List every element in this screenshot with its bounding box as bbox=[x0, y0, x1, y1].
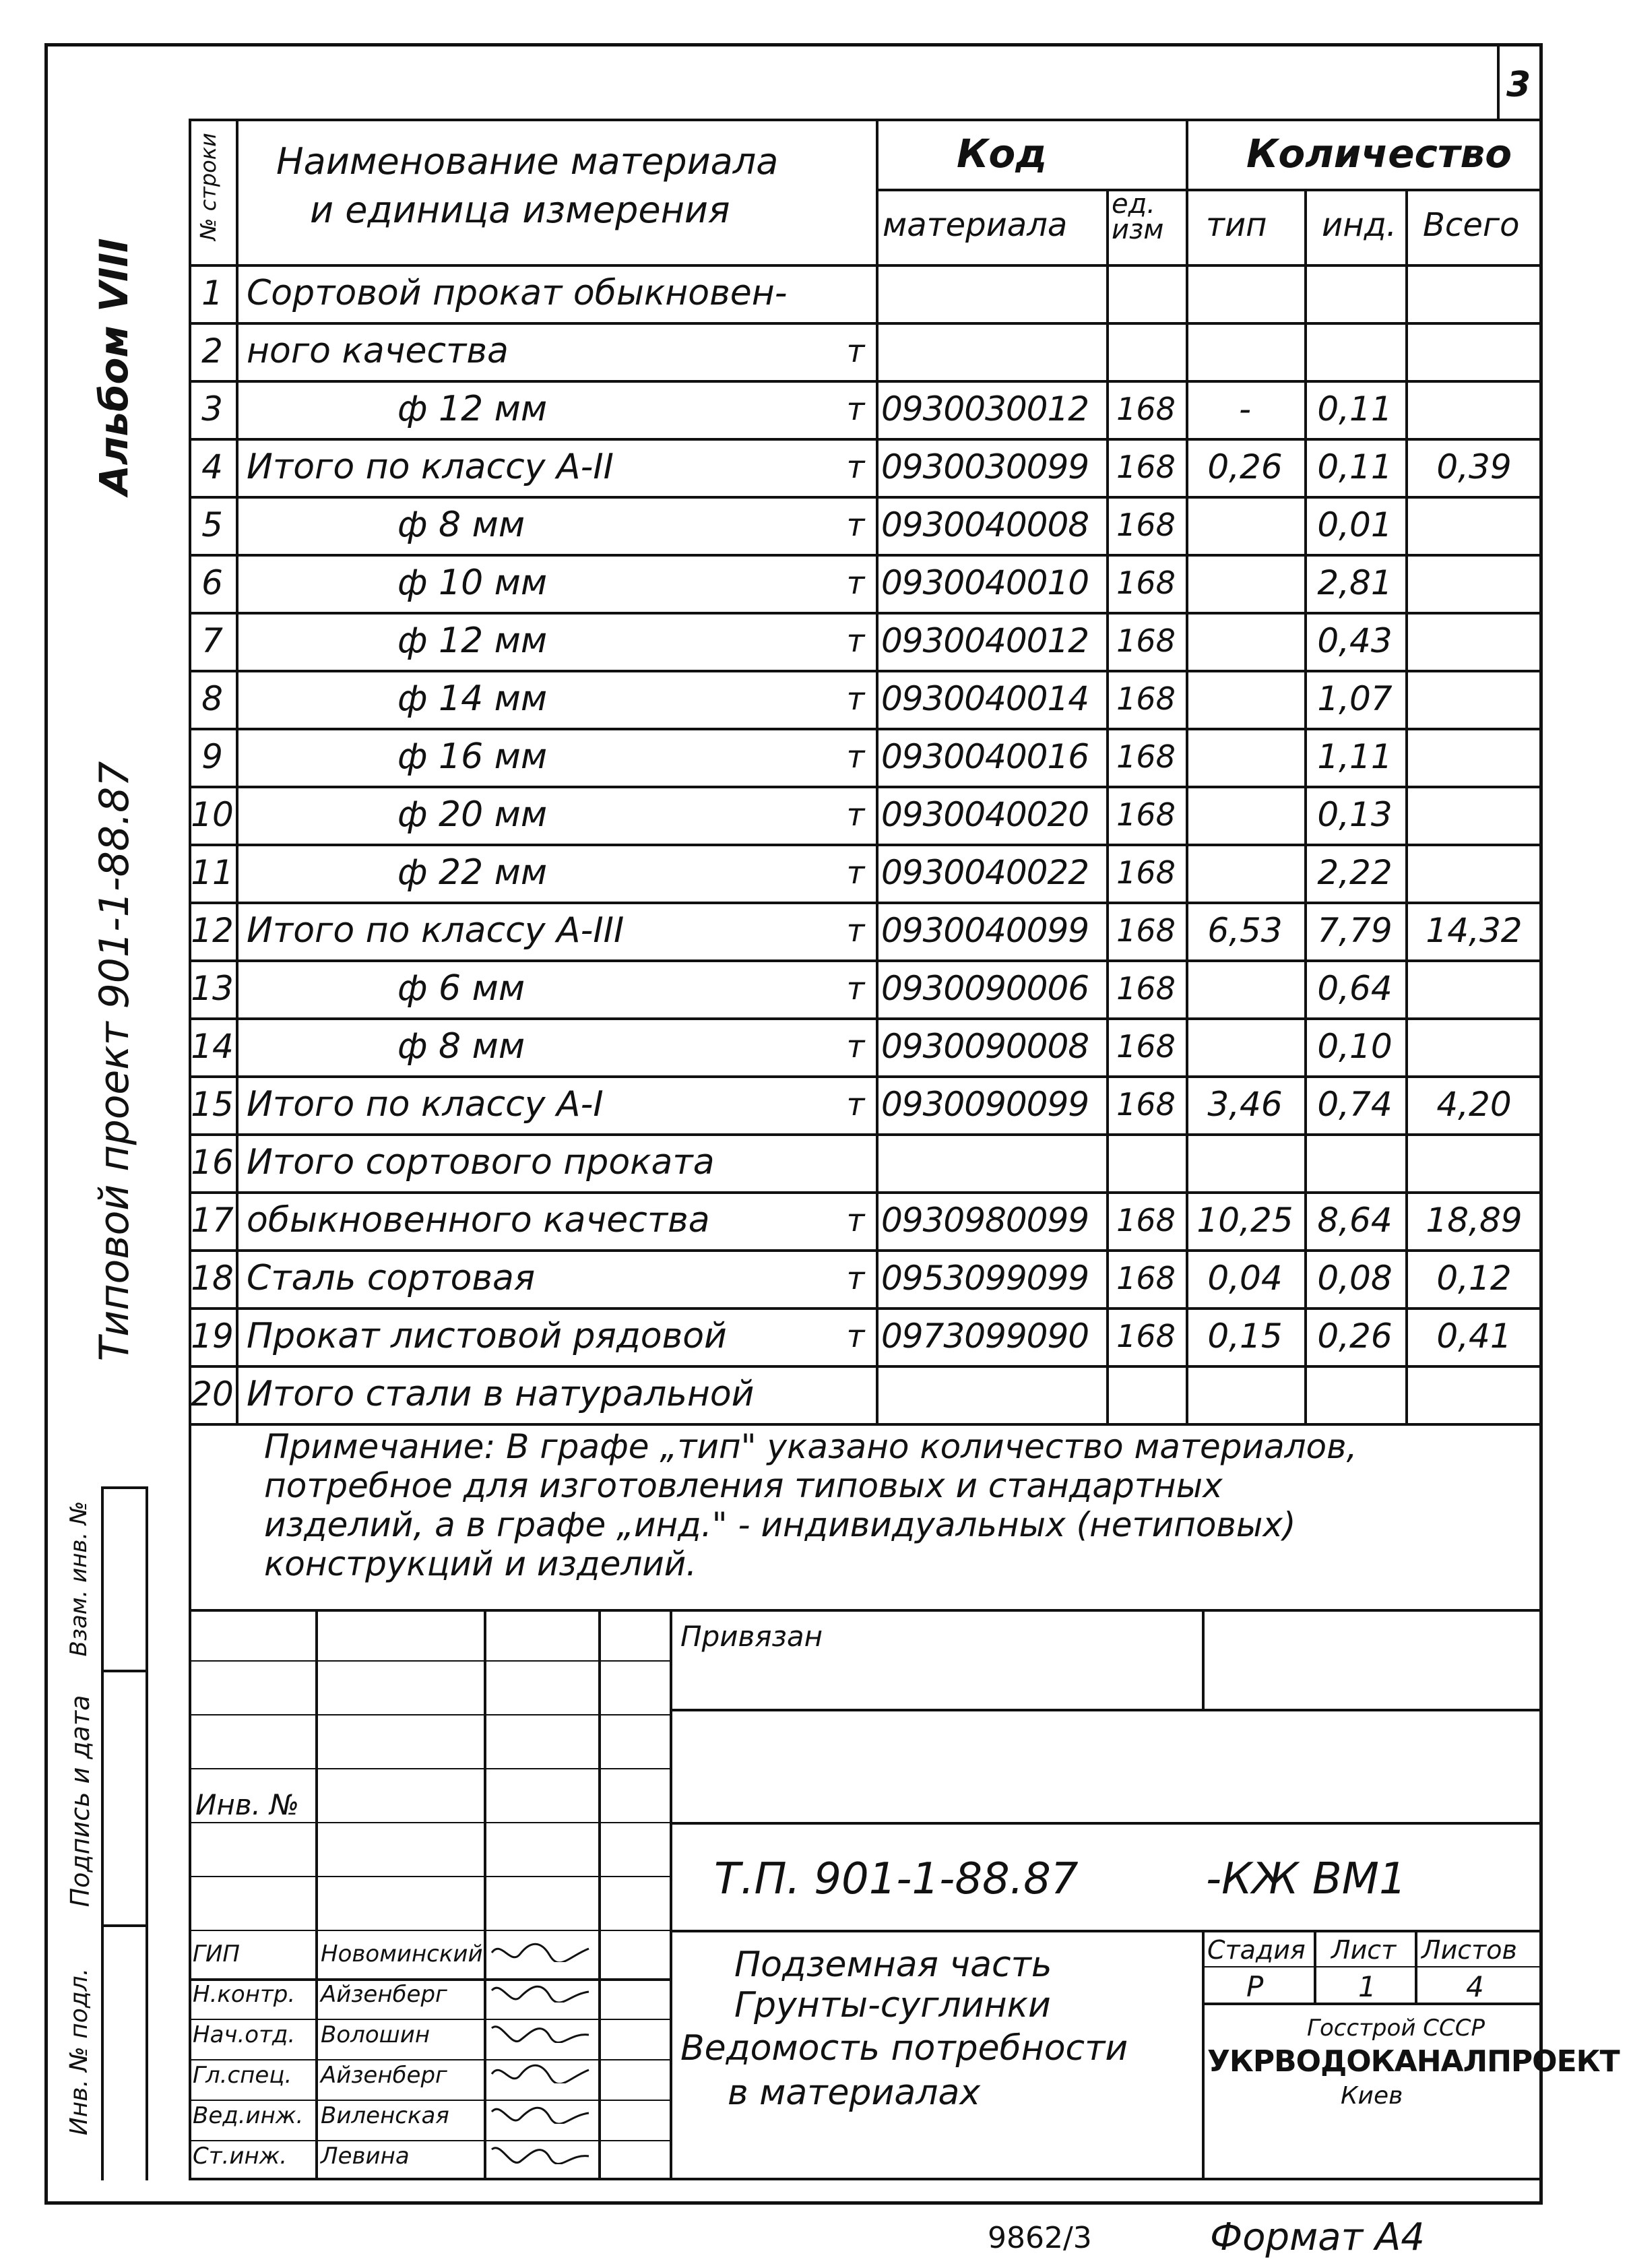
doc-suffix: -КЖ ВМ1 bbox=[1206, 1854, 1407, 1904]
row-qty-typ bbox=[1186, 1017, 1304, 1075]
row-code: 0930090006 bbox=[881, 969, 1089, 1008]
row-code: 0930040022 bbox=[881, 853, 1089, 892]
row-qty-typ bbox=[1186, 844, 1304, 902]
handwritten-signature bbox=[488, 2097, 596, 2124]
signatory-name: Айзенберг bbox=[321, 1981, 447, 2008]
row-name: Итого стали в натуральной bbox=[247, 1374, 755, 1414]
handwritten-signature bbox=[488, 2016, 596, 2043]
row-name: ф 16 мм bbox=[397, 736, 548, 777]
signatory-name: Левина bbox=[321, 2143, 410, 2170]
row-qty-ind: 0,74 bbox=[1317, 1085, 1393, 1124]
row-qty-ind: 1,11 bbox=[1317, 737, 1393, 776]
row-code: 0953099099 bbox=[881, 1259, 1089, 1298]
row-unit-t: т bbox=[846, 854, 865, 891]
row-qty-typ: 6,53 bbox=[1207, 911, 1283, 950]
header-qty-total: Всего bbox=[1423, 206, 1520, 244]
tb-stage-row-1 bbox=[1202, 1966, 1543, 1967]
row-unit-t: т bbox=[846, 681, 865, 717]
sheet-value: 1 bbox=[1358, 1970, 1376, 2003]
stage-label: Стадия bbox=[1207, 1935, 1306, 1965]
sheet-label: Лист bbox=[1331, 1935, 1397, 1965]
left-strip-top bbox=[101, 1486, 148, 1489]
left-strip-outer bbox=[101, 1486, 104, 2180]
row-qty-total bbox=[1405, 554, 1543, 612]
row-unit-code: 168 bbox=[1116, 1202, 1176, 1238]
row-number: 10 bbox=[191, 795, 234, 834]
row-qty-ind: 0,11 bbox=[1317, 447, 1393, 486]
tb-privyazan-bottom bbox=[670, 1709, 1543, 1711]
row-qty-typ bbox=[1186, 264, 1304, 322]
row-unit-t: т bbox=[846, 1028, 865, 1065]
title-line-3: Ведомость потребности bbox=[680, 2028, 1128, 2069]
row-unit-t bbox=[835, 264, 876, 322]
stage-value: Р bbox=[1246, 1970, 1264, 2003]
signatory-name: Виленская bbox=[321, 2102, 449, 2129]
row-name: ф 14 мм bbox=[397, 679, 548, 719]
row-qty-typ: 0,26 bbox=[1207, 447, 1283, 486]
row-qty-ind: 0,43 bbox=[1317, 621, 1393, 660]
row-unit-t: т bbox=[846, 1202, 865, 1238]
row-name: Прокат листовой рядовой bbox=[247, 1316, 727, 1356]
row-qty-ind: 2,81 bbox=[1317, 563, 1393, 602]
tb-row-3 bbox=[189, 1768, 670, 1769]
archive-number: 9862/3 bbox=[988, 2221, 1092, 2255]
row-number: 9 bbox=[201, 737, 223, 776]
row-number: 2 bbox=[201, 332, 223, 371]
row-unit-code: 168 bbox=[1116, 1260, 1176, 1296]
row-number: 17 bbox=[191, 1201, 234, 1240]
inv-podl-label: Инв. № подл. bbox=[65, 1967, 93, 2136]
row-name: Итого по классу А-II bbox=[247, 447, 614, 487]
row-unit-code: 168 bbox=[1116, 623, 1176, 659]
row-code: 0930040099 bbox=[881, 911, 1089, 950]
row-qty-typ bbox=[1186, 1133, 1304, 1191]
signatory-name: Волошин bbox=[321, 2021, 430, 2048]
row-code: 0930090099 bbox=[881, 1085, 1089, 1124]
row-qty-ind: 7,79 bbox=[1317, 911, 1393, 950]
row-unit-code: 168 bbox=[1116, 1318, 1176, 1354]
row-number: 3 bbox=[201, 389, 223, 429]
row-name: ного качества bbox=[247, 331, 509, 371]
row-number: 16 bbox=[191, 1143, 234, 1182]
row-unit-t: т bbox=[846, 1318, 865, 1354]
vzam-inv-label: Взам. инв. № bbox=[65, 1501, 92, 1657]
row-name: ф 6 мм bbox=[397, 968, 525, 1009]
row-qty-ind: 0,08 bbox=[1317, 1259, 1393, 1298]
row-unit-t bbox=[835, 1133, 876, 1191]
note-line-2: потребное для изготовления типовых и стандартных bbox=[264, 1466, 1223, 1505]
signatory-role: Н.контр. bbox=[193, 1981, 296, 2008]
row-code: 0930980099 bbox=[881, 1201, 1089, 1240]
row-qty-ind: 0,10 bbox=[1317, 1027, 1393, 1066]
tb-row-10 bbox=[189, 2100, 670, 2101]
row-code: 0973099090 bbox=[881, 1317, 1089, 1356]
album-label: Альбом VIII bbox=[91, 238, 137, 495]
row-name: ф 12 мм bbox=[397, 621, 548, 661]
row-unit-code bbox=[1106, 322, 1186, 380]
row-unit-t: т bbox=[846, 912, 865, 949]
row-number: 19 bbox=[191, 1317, 234, 1356]
row-qty-total bbox=[1405, 959, 1543, 1017]
row-qty-typ bbox=[1186, 1365, 1304, 1423]
handwritten-signature bbox=[488, 1935, 596, 1962]
handwritten-signature bbox=[488, 2137, 596, 2164]
row-qty-ind bbox=[1304, 264, 1405, 322]
inv-no-label: Инв. № bbox=[195, 1788, 300, 1821]
header-qty-ind: инд. bbox=[1322, 206, 1397, 244]
row-qty-typ bbox=[1186, 496, 1304, 554]
row-qty-typ: - bbox=[1238, 389, 1252, 429]
row-unit-code: 168 bbox=[1116, 507, 1176, 543]
row-number: 12 bbox=[191, 911, 234, 950]
row-code bbox=[876, 322, 1106, 380]
tb-code-bottom bbox=[670, 1930, 1543, 1932]
org-line-3: Киев bbox=[1341, 2082, 1403, 2110]
row-qty-total bbox=[1405, 1365, 1543, 1423]
tb-privyazan-split bbox=[1202, 1609, 1205, 1710]
row-number: 1 bbox=[201, 274, 223, 313]
tb-row-6 bbox=[189, 1930, 670, 1931]
row-qty-total: 18,89 bbox=[1426, 1201, 1523, 1240]
header-qty-group: Количество bbox=[1246, 131, 1512, 177]
row-unit-code: 168 bbox=[1116, 565, 1176, 601]
signatory-name: Айзенберг bbox=[321, 2062, 447, 2089]
row-code: 0930090008 bbox=[881, 1027, 1089, 1066]
row-qty-ind: 8,64 bbox=[1317, 1201, 1393, 1240]
row-unit-t bbox=[835, 1365, 876, 1423]
row-qty-typ: 10,25 bbox=[1196, 1201, 1293, 1240]
header-code-material: материала bbox=[883, 206, 1068, 244]
handwritten-signature bbox=[488, 1976, 596, 2003]
row-code bbox=[876, 1365, 1106, 1423]
signatory-role: Ст.инж. bbox=[193, 2143, 288, 2170]
row-unit-t: т bbox=[846, 507, 865, 543]
row-number: 4 bbox=[201, 447, 223, 486]
row-qty-total bbox=[1405, 264, 1543, 322]
row-unit-code: 168 bbox=[1116, 912, 1176, 949]
signatory-role: Гл.спец. bbox=[193, 2062, 292, 2089]
row-unit-code: 168 bbox=[1116, 681, 1176, 717]
note-line-4: конструкций и изделий. bbox=[264, 1544, 697, 1583]
table-bottom-line bbox=[189, 1423, 1543, 1426]
row-qty-total: 0,41 bbox=[1436, 1317, 1512, 1356]
row-qty-typ bbox=[1186, 959, 1304, 1017]
row-name: ф 8 мм bbox=[397, 505, 525, 545]
row-unit-t: т bbox=[846, 623, 865, 659]
signatory-role: Нач.отд. bbox=[193, 2021, 296, 2048]
row-number: 18 bbox=[191, 1259, 234, 1298]
header-code-unit: ед. изм bbox=[1112, 189, 1164, 245]
row-unit-t: т bbox=[846, 796, 865, 833]
left-strip-div1 bbox=[101, 1670, 148, 1672]
row-number: 7 bbox=[201, 621, 223, 660]
tb-left bbox=[189, 1609, 191, 2179]
tb-bottom bbox=[189, 2178, 1543, 2180]
org-line-2: УКРВОДОКАНАЛПРОЕКТ bbox=[1207, 2044, 1620, 2079]
row-qty-typ bbox=[1186, 786, 1304, 844]
row-unit-t: т bbox=[846, 970, 865, 1007]
header-code-group: Код bbox=[957, 131, 1048, 177]
tb-col-name bbox=[484, 1609, 486, 2179]
row-qty-total bbox=[1405, 786, 1543, 844]
tb-row-8 bbox=[189, 2019, 670, 2020]
row-qty-ind: 0,11 bbox=[1317, 389, 1393, 429]
row-name: ф 22 мм bbox=[397, 852, 548, 893]
row-code: 0930040012 bbox=[881, 621, 1089, 660]
privyazan-label: Привязан bbox=[680, 1620, 823, 1653]
header-row-no: № строки bbox=[195, 133, 221, 241]
tb-code-top bbox=[670, 1822, 1543, 1825]
left-strip-inner bbox=[146, 1486, 148, 2180]
row-code: 0930040008 bbox=[881, 505, 1089, 544]
row-name: Итого сортового проката bbox=[247, 1142, 715, 1183]
header-name-line-1: Наименование материала bbox=[276, 140, 779, 183]
row-qty-total: 14,32 bbox=[1426, 911, 1523, 950]
signatory-role: ГИП bbox=[193, 1941, 240, 1967]
row-code bbox=[876, 1133, 1106, 1191]
row-number: 6 bbox=[201, 563, 223, 602]
project-label: Типовой проект 901-1-88.87 bbox=[91, 761, 138, 1362]
row-unit-t: т bbox=[846, 391, 865, 427]
sheets-label: Листов bbox=[1421, 1935, 1517, 1965]
row-unit-t: т bbox=[846, 738, 865, 775]
row-qty-typ: 0,15 bbox=[1207, 1317, 1283, 1356]
row-qty-typ bbox=[1186, 670, 1304, 728]
row-qty-typ: 0,04 bbox=[1207, 1259, 1283, 1298]
row-unit-code: 168 bbox=[1116, 1086, 1176, 1123]
table-top-line bbox=[189, 119, 1543, 121]
row-name: обыкновенного качества bbox=[247, 1200, 710, 1240]
title-line-2: Грунты-суглинки bbox=[734, 1985, 1051, 2025]
tb-row-4 bbox=[189, 1822, 670, 1823]
row-qty-typ: 3,46 bbox=[1207, 1085, 1283, 1124]
row-qty-typ bbox=[1186, 728, 1304, 786]
tb-col-date bbox=[670, 1609, 672, 2179]
title-line-4: в материалах bbox=[728, 2073, 981, 2113]
tb-col-sign bbox=[598, 1609, 601, 2179]
row-qty-ind bbox=[1304, 322, 1405, 380]
row-qty-total bbox=[1405, 496, 1543, 554]
org-line-1: Госстрой СССР bbox=[1307, 2015, 1485, 2042]
handwritten-signature bbox=[488, 2056, 596, 2083]
row-name: Итого по классу А-I bbox=[247, 1084, 604, 1125]
row-name: ф 20 мм bbox=[397, 794, 548, 835]
title-line-1: Подземная часть bbox=[734, 1945, 1052, 1985]
row-name: Сортовой прокат обыкновен- bbox=[247, 273, 788, 313]
row-unit-t: т bbox=[846, 333, 865, 369]
row-qty-total bbox=[1405, 1017, 1543, 1075]
row-number: 20 bbox=[191, 1375, 234, 1414]
row-number: 15 bbox=[191, 1085, 234, 1124]
tb-col-role bbox=[315, 1609, 318, 2179]
header-qty-typ: тип bbox=[1206, 206, 1267, 244]
row-number: 13 bbox=[191, 969, 234, 1008]
row-qty-typ bbox=[1186, 612, 1304, 670]
tb-stage-col-2 bbox=[1415, 1930, 1417, 2004]
tb-row-9 bbox=[189, 2059, 670, 2060]
sheet-corner-number: 3 bbox=[1506, 65, 1531, 105]
row-unit-code: 168 bbox=[1116, 854, 1176, 891]
note-line-1: Примечание: В графе „тип" указано количество материалов, bbox=[264, 1427, 1357, 1466]
header-name-line-2: и единица измерения bbox=[310, 189, 730, 231]
row-name: Сталь сортовая bbox=[247, 1258, 536, 1298]
table-subheader-line bbox=[876, 189, 1543, 191]
row-unit-code: 168 bbox=[1116, 738, 1176, 775]
row-unit-code bbox=[1106, 1133, 1186, 1191]
tb-row-5 bbox=[189, 1876, 670, 1877]
row-unit-code: 168 bbox=[1116, 970, 1176, 1007]
row-qty-total bbox=[1405, 612, 1543, 670]
row-qty-total bbox=[1405, 322, 1543, 380]
row-qty-total: 4,20 bbox=[1436, 1085, 1512, 1124]
row-code: 0930040014 bbox=[881, 679, 1089, 718]
tb-row-2 bbox=[189, 1714, 670, 1715]
row-qty-total: 0,39 bbox=[1436, 447, 1512, 486]
row-number: 5 bbox=[201, 505, 223, 544]
row-code: 0930040016 bbox=[881, 737, 1089, 776]
row-number: 14 bbox=[191, 1027, 234, 1066]
row-code: 0930040020 bbox=[881, 795, 1089, 834]
row-code bbox=[876, 264, 1106, 322]
row-qty-ind bbox=[1304, 1365, 1405, 1423]
row-qty-total bbox=[1405, 728, 1543, 786]
row-qty-ind bbox=[1304, 1133, 1405, 1191]
row-qty-total bbox=[1405, 670, 1543, 728]
row-unit-code: 168 bbox=[1116, 391, 1176, 427]
row-qty-total bbox=[1405, 380, 1543, 438]
row-qty-total: 0,12 bbox=[1436, 1259, 1512, 1298]
row-number: 8 bbox=[201, 679, 223, 718]
row-qty-total bbox=[1405, 1133, 1543, 1191]
row-qty-total bbox=[1405, 844, 1543, 902]
row-number: 11 bbox=[191, 853, 234, 892]
row-unit-code: 168 bbox=[1116, 1028, 1176, 1065]
row-name: ф 8 мм bbox=[397, 1026, 525, 1067]
doc-code: Т.П. 901-1-88.87 bbox=[714, 1854, 1079, 1904]
row-code: 0930040010 bbox=[881, 563, 1089, 602]
tb-row-1 bbox=[189, 1660, 670, 1662]
row-unit-t: т bbox=[846, 565, 865, 601]
row-unit-code bbox=[1106, 1365, 1186, 1423]
sheets-value: 4 bbox=[1466, 1970, 1484, 2003]
row-code: 0930030099 bbox=[881, 447, 1089, 486]
format-label: Формат А4 bbox=[1210, 2215, 1425, 2259]
row-name: ф 12 мм bbox=[397, 389, 548, 429]
row-qty-ind: 0,64 bbox=[1317, 969, 1393, 1008]
row-name: Итого по классу А-III bbox=[247, 910, 625, 951]
row-unit-t: т bbox=[846, 1260, 865, 1296]
left-strip-div2 bbox=[101, 1924, 148, 1927]
tb-stage-col-1 bbox=[1314, 1930, 1316, 2004]
row-qty-ind: 0,01 bbox=[1317, 505, 1393, 544]
row-unit-code bbox=[1106, 264, 1186, 322]
row-qty-ind: 2,22 bbox=[1317, 853, 1393, 892]
row-qty-typ bbox=[1186, 554, 1304, 612]
row-unit-code: 168 bbox=[1116, 796, 1176, 833]
tb-top bbox=[189, 1609, 1543, 1612]
row-qty-ind: 0,26 bbox=[1317, 1317, 1393, 1356]
row-code: 0930030012 bbox=[881, 389, 1089, 429]
note-line-3: изделий, а в графе „инд." - индивидуальных (нетиповых) bbox=[264, 1505, 1296, 1544]
row-qty-ind: 0,13 bbox=[1317, 795, 1393, 834]
row-qty-ind: 1,07 bbox=[1317, 679, 1393, 718]
signatory-role: Вед.инж. bbox=[193, 2102, 304, 2129]
row-name: ф 10 мм bbox=[397, 563, 548, 603]
row-unit-t: т bbox=[846, 1086, 865, 1123]
tb-row-11 bbox=[189, 2140, 670, 2141]
corner-box-left bbox=[1497, 44, 1500, 120]
row-qty-typ bbox=[1186, 322, 1304, 380]
podpis-data-label: Подпись и дата bbox=[65, 1695, 95, 1908]
row-unit-code: 168 bbox=[1116, 449, 1176, 485]
row-unit-t: т bbox=[846, 449, 865, 485]
signatory-name: Новоминский bbox=[321, 1941, 483, 1967]
